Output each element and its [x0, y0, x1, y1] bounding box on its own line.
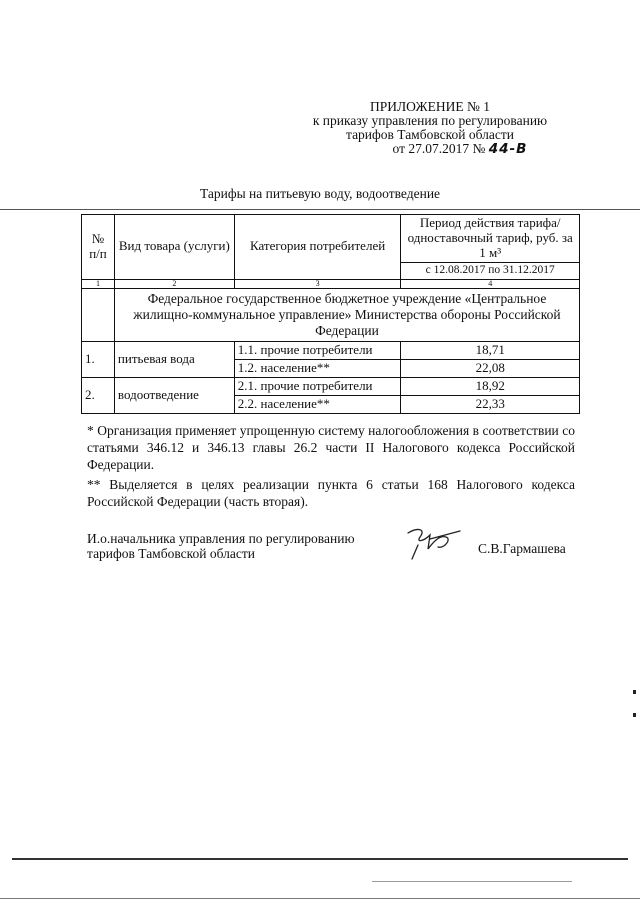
signatory-position-line2: тарифов Тамбовской области [87, 546, 255, 561]
order-date: от 27.07.2017 № [392, 141, 486, 156]
signatory-position-line1: И.о.начальника управления по регулированию [87, 531, 355, 546]
signatory-position [87, 531, 355, 561]
row-tariff: 18,71 [401, 341, 580, 359]
scan-line [0, 209, 640, 210]
table-header-row [82, 215, 580, 263]
appendix-subtitle-line2: тарифов Тамбовской области [346, 127, 514, 142]
document-title: Тарифы на питьевую воду, водоотведение [199, 186, 441, 201]
tariff-table [81, 214, 580, 414]
scan-artifact [633, 690, 636, 694]
row-category: 2.1. прочие потребители [234, 377, 401, 395]
appendix-title: ПРИЛОЖЕНИЕ № 1 [369, 99, 491, 114]
appendix-subtitle-line1: к приказу управления по регулированию [312, 113, 548, 128]
scan-line [372, 881, 572, 882]
organization-num-cell [82, 288, 115, 341]
order-date-line [300, 142, 560, 156]
row-tariff: 22,33 [401, 395, 580, 413]
row-num: 1. [82, 341, 115, 377]
footnote-2: ** Выделяется в целях реализации пункта 6 статьи 168 Налогового кодекса Российской Федерации (часть вторая). [87, 477, 575, 509]
period-cell: с 12.08.2017 по 31.12.2017 [401, 262, 580, 279]
header-num: № п/п [82, 215, 115, 280]
scan-line [0, 898, 640, 899]
header-good: Вид товара (услуги) [114, 215, 234, 280]
signatory-name: С.В.Гармашева [478, 541, 566, 556]
appendix-header [300, 100, 560, 156]
row-good: питьевая вода [114, 341, 234, 377]
index-cell: 4 [401, 279, 580, 288]
index-cell: 2 [114, 279, 234, 288]
footnote-1: * Организация применяет упрощенную систему налогообложения в соответствии со статьями 346.12 и 346.13 главы 26.2 части II Налогового кодекса Российской Федерации. [87, 423, 575, 472]
index-cell: 1 [82, 279, 115, 288]
scan-line [12, 858, 628, 860]
organization-name: Федеральное государственное бюджетное учреждение «Центральное жилищно-коммунальное управление» Министерства обороны Российской Федерации [114, 288, 579, 341]
scan-artifact [633, 713, 636, 717]
table-index-row [82, 279, 580, 288]
index-cell: 3 [234, 279, 401, 288]
table-organization-row [82, 288, 580, 341]
row-num: 2. [82, 377, 115, 413]
header-period: Период действия тарифа/одноставочный тариф, руб. за 1 м³ [401, 215, 580, 263]
row-category: 2.2. население** [234, 395, 401, 413]
footnotes [87, 422, 575, 513]
row-category: 1.2. население** [234, 359, 401, 377]
table-row [82, 341, 580, 359]
handwritten-signature [400, 519, 470, 569]
table-row [82, 377, 580, 395]
row-good: водоотведение [114, 377, 234, 413]
header-category: Категория потребителей [234, 215, 401, 280]
order-number: 44-В [488, 141, 528, 157]
row-tariff: 18,92 [401, 377, 580, 395]
row-category: 1.1. прочие потребители [234, 341, 401, 359]
row-tariff: 22,08 [401, 359, 580, 377]
